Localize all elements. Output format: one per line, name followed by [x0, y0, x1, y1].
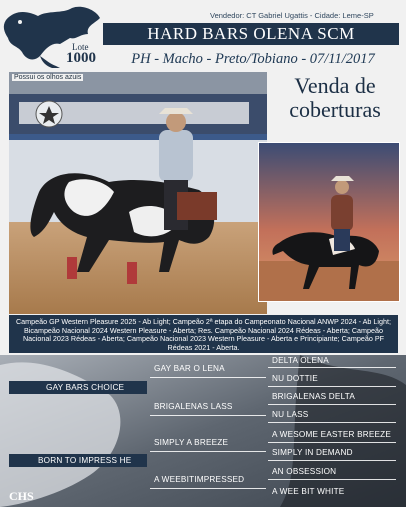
great-grandparent-1: DELTA OLENA — [272, 356, 329, 365]
horse-name: HARD BARS OLENA SCM — [147, 24, 355, 43]
main-horse-photo — [9, 72, 267, 314]
cover-sale-label: Venda de coberturas — [289, 73, 381, 122]
seller-line: Vendedor: CT Gabriel Ugattis - Cidade: Leme-SP — [210, 11, 374, 20]
blue-eyes-note: Possui os olhos azuis — [14, 74, 82, 81]
great-grandparent-2: NU DOTTIE — [272, 374, 318, 383]
dam-name: BORN TO IMPRESS HE — [38, 456, 132, 465]
brand-logo: CHS — [9, 489, 34, 503]
pedigree-line — [268, 422, 396, 423]
dam-sire-name: SIMPLY A BREEZE — [154, 438, 229, 447]
pedigree-line — [268, 404, 396, 405]
pedigree-line — [268, 386, 396, 387]
pedigree-line — [268, 367, 396, 368]
great-grandparent-5: A WESOME EASTER BREEZE — [272, 430, 392, 439]
great-grandparent-3: BRIGALENAS DELTA — [272, 392, 355, 401]
pedigree-line — [268, 479, 396, 480]
sire-sire-name: GAY BAR O LENA — [154, 364, 225, 373]
great-grandparent-4: NU LASS — [272, 410, 309, 419]
great-grandparent-7: AN OBSESSION — [272, 467, 337, 476]
pedigree-line — [268, 460, 396, 461]
lot-label: Lote — [72, 42, 89, 52]
dam-dam-name: A WEEBITIMPRESSED — [154, 475, 245, 484]
horse-details: PH - Macho - Preto/Tobiano - 07/11/2017 — [131, 51, 375, 67]
pedigree-line — [268, 442, 396, 443]
pedigree-line — [150, 377, 266, 378]
pedigree-line — [150, 415, 266, 416]
pedigree-line — [150, 451, 266, 452]
great-grandparent-8: A WEE BIT WHITE — [272, 487, 345, 496]
lot-number: 1000 — [66, 50, 96, 66]
pedigree-line — [150, 488, 266, 489]
secondary-horse-photo — [258, 142, 400, 302]
sire-name: GAY BARS CHOICE — [46, 383, 125, 392]
sire-dam-name: BRIGALENAS LASS — [154, 402, 233, 411]
great-grandparent-6: SIMPLY IN DEMAND — [272, 448, 353, 457]
achievements-text: Campeão GP Western Pleasure 2025 - Ab Light; Campeão 2ª etapa do Campeonato Nacional ANWP 2024 - Ab Light; Bicampeão Nacional 2024 Western Pleasure - Aberta; Res. Campeão Nacional 2024 Rédeas - Aberta; Campeão Nacional 2023 Rédeas - Aberta; Campeão Nacional 2023 Western Pleasure - Aberta e Principiante; Campeão PF Rédeas 2021 - Aberta. — [15, 317, 392, 353]
